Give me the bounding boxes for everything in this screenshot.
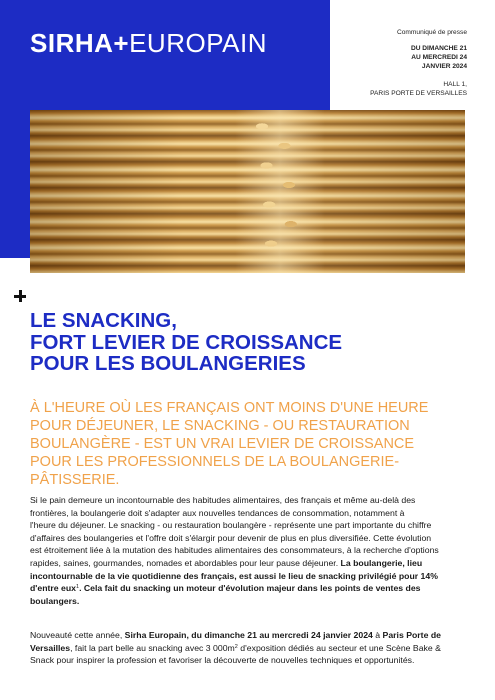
- body-line: [30, 557, 474, 570]
- body-paragraph-2: [30, 629, 474, 667]
- body-text-bold: Paris Porte de: [382, 630, 441, 640]
- press-type: Communiqué de presse: [396, 29, 467, 36]
- body-text-bold: boulangers.: [30, 595, 80, 606]
- title-line-2: FORT LEVIER DE CROISSANCE: [30, 330, 343, 354]
- plus-icon: [14, 290, 26, 302]
- lead-line: BOULANGÈRE - EST UN VRAI LEVIER DE CROISSANCE: [30, 436, 415, 452]
- body-text-bold: Sirha Europain, du dimanche 21 au mercredi 24 janvier 2024: [124, 630, 373, 640]
- footnote-ref: 1: [76, 584, 80, 591]
- body-line: est étroitement liée à la mutation des habitudes alimentaires des consommateurs, à la recherche d'options: [30, 545, 439, 556]
- logo-europain-text: EUROPAIN: [129, 28, 267, 58]
- body-line: d'affaires des boulangeries et l'offre doit s'élargir pour devenir de plus en plus diversifiée. Cette évolution: [30, 532, 432, 543]
- body-text-normal: , fait la part belle au snacking avec 3 000m: [70, 642, 235, 653]
- body-line: frontières, la boulangerie doit s'adapter aux nouvelles tendances de consommation, notamment à: [30, 507, 405, 518]
- title-line-1: LE SNACKING,: [30, 309, 177, 332]
- wheat-banner-image: [30, 110, 465, 273]
- title-line-3: POUR LES BOULANGERIES: [30, 352, 306, 375]
- lead-line: POUR LES PROFESSIONNELS DE LA BOULANGERIE-: [30, 454, 400, 470]
- page-title: [30, 310, 470, 375]
- body-paragraph-1: [30, 494, 474, 607]
- body-text-normal: d'exposition dédiés au secteur et une Scène Bake &: [237, 642, 441, 653]
- lead-paragraph: [30, 399, 470, 489]
- logo-plus-text: +: [113, 28, 130, 58]
- body-text-normal: Nouveauté cette année,: [30, 630, 125, 640]
- body-text-bold: Versailles: [30, 642, 71, 653]
- event-dates: DU DIMANCHE 21 AU MERCREDI 24 JANVIER 2024: [410, 45, 467, 70]
- logo-sirha-text: SIRHA: [30, 28, 114, 58]
- body-line: [30, 595, 474, 608]
- sirha-europain-logo: [30, 28, 267, 59]
- body-line: [30, 582, 474, 595]
- body-line: [30, 642, 474, 655]
- body-line: Si le pain demeure un incontournable des habitudes alimentaires, des français et même au-delà des: [30, 495, 416, 505]
- lead-line: PÂTISSERIE.: [30, 472, 120, 488]
- body-text-bold: La boulangerie, lieu: [340, 557, 423, 568]
- body-text-normal: à: [372, 630, 383, 640]
- body-text-bold: incontournable de la vie quotidienne des français, est aussi le lieu de snacking privilégié pour 14%: [30, 570, 438, 581]
- body-line: [30, 629, 474, 642]
- lead-line: À L'HEURE OÙ LES FRANÇAIS ONT MOINS D'UNE HEURE: [30, 400, 429, 416]
- body-text-bold: . Cela fait du snacking un moteur d'évolution majeur dans les points de ventes des: [79, 583, 421, 594]
- body-text-bold: d'entre eux: [30, 583, 76, 594]
- body-text-normal: rapides, saines, gourmandes, nomades et abordables pour leur pause déjeuner.: [30, 557, 341, 568]
- superscript: 2: [234, 643, 238, 650]
- lead-line: POUR DÉJEUNER, LE SNACKING - OU RESTAURATION: [30, 418, 410, 434]
- press-info: [337, 28, 467, 98]
- body-line: [30, 570, 474, 583]
- event-location: HALL 1, PARIS PORTE DE VERSAILLES: [370, 81, 467, 97]
- body-line: l'heure du déjeuner. Le snacking - ou restauration boulangère - représente une part importante du chiffre: [30, 520, 432, 531]
- body-line: Snack pour inspirer la profession et favoriser la découverte de nouvelles techniques et opportunités.: [30, 655, 415, 666]
